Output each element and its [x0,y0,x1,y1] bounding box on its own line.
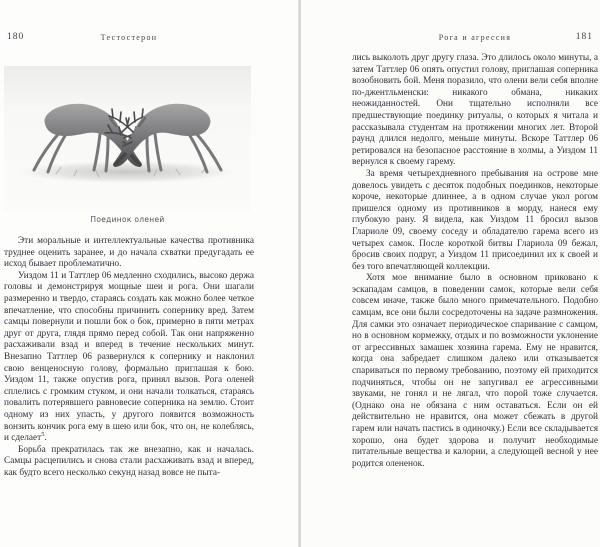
body-text-left [4,236,254,479]
right-page [301,0,600,547]
deer-drawing [4,66,251,212]
deer-fight-illustration [4,66,251,212]
paragraph-text: . [44,433,47,444]
running-head-right: Рога и агрессия [438,33,512,42]
footnote-marker: 5 [41,431,45,438]
paragraph: За время четырехдневного пребывания на острове мне довелось увидеть с десяток подобных поединков, некоторые короче, некоторые длиннее, а в одном случае укол рогом пришелся одному из противников в морду, нанеся ему глубокую рану. Я видела, как Уиздом 11 бросил вызов Глариоле 09, своему соседу и обладателю гарема всего из четырех самок. После короткой битвы Глариола 09 бежал, бросив своих подруг, а Уиздом 11 присоединил их к своей и без того впечатляющей коллекции. [352,168,598,272]
paragraph: Эти моральные и интеллектуальные качества противника труднее оценить заранее, и до начала схватки предугадать ее исход бывает проблематично. [4,236,254,270]
page-number-left: 180 [7,32,25,42]
paragraph: Борьба прекратилась так же внезапно, как и началась. Самцы расцепились и снова стали расхаживать взад и вперед, как будто всего несколько секунд назад вовсе не пыта- [4,444,254,478]
page-number-right: 181 [575,32,593,42]
paragraph-text: Уиздом 11 и Таттлер 06 медленно сходились, высоко держа головы и демонстрируя мощные шеи и рога. Они шагали размеренно и твердо, стараясь создать как можно более четкое впечатление, что способны причинить сопернику вред. Затем самцы повернули и пошли бок о бок, примерно в пяти метрах друг от друга, глядя прямо перед собой. Так они напряженно расхаживали взад и вперед в течение нескольких минут. Внезапно Таттлер 06 развернулся к сопернику и наклонил свою венценосную голову, формально приглашая к бою. Уиздом 11, также опустив рога, принял вызов. Рога оленей сплелись с громким стуком, и они начали толкаться, стараясь повалить потерявшего равновесие соперника на землю. Стоит одному из них упасть, у другого появится возможность вонзить кончик рога ему в шею или бок, что он, не колеблясь, и сделает [4,270,254,444]
left-page [0,0,299,547]
running-head-left: Тестостерон [100,33,158,42]
body-text-right [352,53,598,470]
paragraph: лись выколоть друг другу глаза. Это длилось около минуты, а затем Таттлер 06 опять опустил голову, приглашая соперника возобновить бой. Меня поразило, что олени вели себя вполне по-джентльменски: никакого обмана, никаких неожиданностей. Они тщательно исполняли все предшествующие поединку ритуалы, о которых я читала и рассказывала студентам на протяжении многих лет. Второй раунд длился недолго, меньше минуты. Вскоре Таттлер 06 ретировался на безопасное расстояние в холмы, а Уиздом 11 вернулся к своему гарему. [352,53,598,168]
paragraph: Хотя мое внимание было в основном приковано к эскападам самцов, в поведении самок, которые вели себя совсем иначе, также было много примечательного. Подобно самцам, все они были сосредоточены на задаче размножения. Для самки это означает периодическое спаривание с самцом, но в основном кормежку, отдых и по возможности уклонение от агрессивных замашек хозяина гарема. Ему не нравится, когда она забредает слишком далеко или отказывается спариваться по первому требованию, поэтому ей приходится подчиняться, чтобы он не запугивал ее агрессивными звуками, не гонял и не лягал, что порой тоже случается. (Однако она не обязана с ним оставаться. Если он ей действительно не нравится, она может сбежать в другой гарем или начать пастись в одиночку.) Если все складывается хорошо, она будет здорова и получит необходимые питательные вещества и калории, а следующей весной у нее родится олененок. [352,273,598,469]
paragraph [4,271,254,445]
illustration-caption: Поединок оленей [90,215,165,224]
